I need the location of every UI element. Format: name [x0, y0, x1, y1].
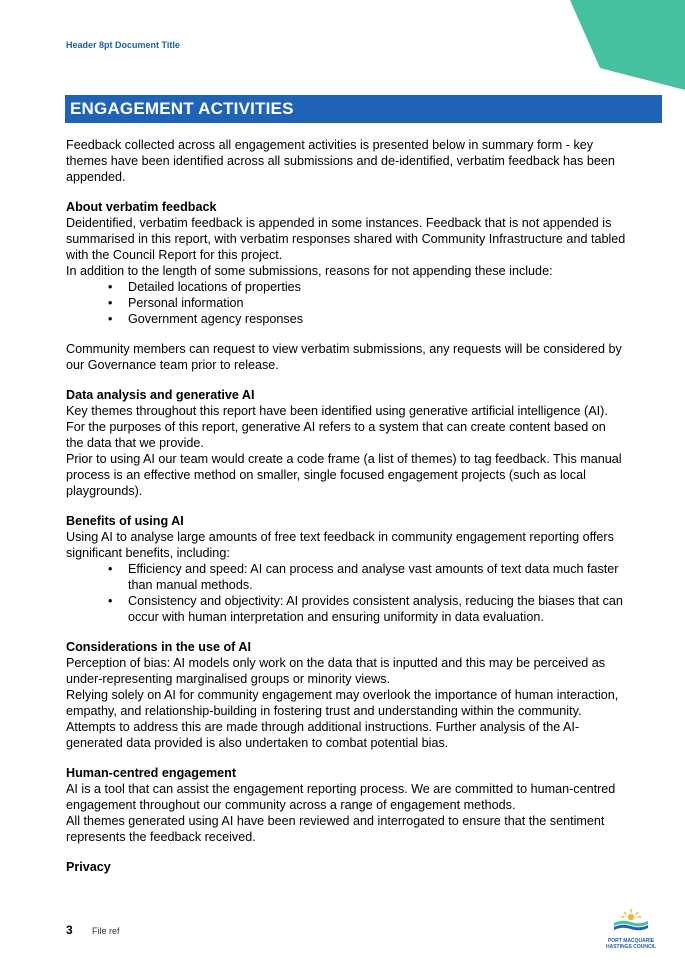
- document-body: [66, 137, 626, 875]
- verbatim-paragraph-3: Community members can request to view verbatim submissions, any requests will be considered by our Governance team prior to release.: [66, 342, 622, 372]
- logo-text-line-2: HASTINGS COUNCIL: [606, 943, 656, 950]
- list-item: • Detailed locations of properties: [66, 279, 626, 295]
- logo-text-line-1: PORT MACQUARIE: [607, 938, 655, 944]
- considerations-paragraph-2: Relying solely on AI for community engagement may overlook the importance of human interaction, empathy, and relationship-building in fostering trust and understanding within the community.: [66, 688, 619, 718]
- list-item: • Personal information: [66, 295, 626, 311]
- considerations-paragraph-1: Perception of bias: AI models only work on the data that is inputted and this may be perceived as under-representing marginalised groups or minority views.: [66, 656, 606, 686]
- document-header-title: Header 8pt Document Title: [66, 40, 180, 50]
- verbatim-reasons-list: [66, 279, 626, 327]
- corner-decoration: [565, 0, 685, 95]
- data-ai-paragraph-1: Key themes throughout this report have been identified using generative artificial intelligence (AI). For the purposes of this report, generative AI refers to a system that can create content based on the data that we provide.: [66, 404, 608, 450]
- verbatim-heading: About verbatim feedback: [66, 200, 217, 214]
- considerations-paragraph-3: Attempts to address this are made through additional instructions. Further analysis of the AI-generated data provided is also undertaken to combat potential bias.: [66, 720, 580, 750]
- verbatim-paragraph-2: In addition to the length of some submissions, reasons for not appending these include:: [66, 264, 553, 278]
- list-item: • Consistency and objectivity: AI provides consistent analysis, reducing the biases that can occur with human interpretation and ensuring uniformity in data evaluation.: [66, 593, 626, 625]
- council-logo: [606, 908, 656, 950]
- privacy-heading: Privacy: [66, 860, 111, 874]
- intro-paragraph: Feedback collected across all engagement activities is presented below in summary form - key themes have been identified across all submissions and de-identified, verbatim feedback has been appended.: [66, 138, 615, 184]
- page-number: 3: [66, 923, 73, 937]
- benefits-list: [66, 561, 626, 625]
- benefits-paragraph-1: Using AI to analyse large amounts of free text feedback in community engagement reporting offers significant benefits, including:: [66, 530, 614, 560]
- data-ai-heading: Data analysis and generative AI: [66, 388, 255, 402]
- data-ai-paragraph-2: Prior to using AI our team would create a code frame (a list of themes) to tag feedback. This manual process is an effective method on smaller, single focused engagement projects (such as local playgrounds).: [66, 452, 622, 498]
- benefits-heading: Benefits of using AI: [66, 514, 184, 528]
- list-item: • Efficiency and speed: AI can process and analyse vast amounts of text data much faster than manual methods.: [66, 561, 626, 593]
- human-centred-paragraph-2: All themes generated using AI have been reviewed and interrogated to ensure that the sentiment represents the feedback received.: [66, 814, 605, 844]
- section-title-banner: ENGAGEMENT ACTIVITIES: [65, 95, 662, 123]
- file-reference: File ref: [92, 926, 120, 936]
- list-item: • Government agency responses: [66, 311, 626, 327]
- verbatim-paragraph-1: Deidentified, verbatim feedback is appended in some instances. Feedback that is not appended is summarised in this report, with verbatim responses shared with Community Infrastructure and tabled with the Council Report for this project.: [66, 216, 626, 262]
- council-logo-icon: [606, 908, 656, 934]
- human-centred-paragraph-1: AI is a tool that can assist the engagement reporting process. We are committed to human-centred engagement throughout our community across a range of engagement methods.: [66, 782, 616, 812]
- considerations-heading: Considerations in the use of AI: [66, 640, 251, 654]
- human-centred-heading: Human-centred engagement: [66, 766, 237, 780]
